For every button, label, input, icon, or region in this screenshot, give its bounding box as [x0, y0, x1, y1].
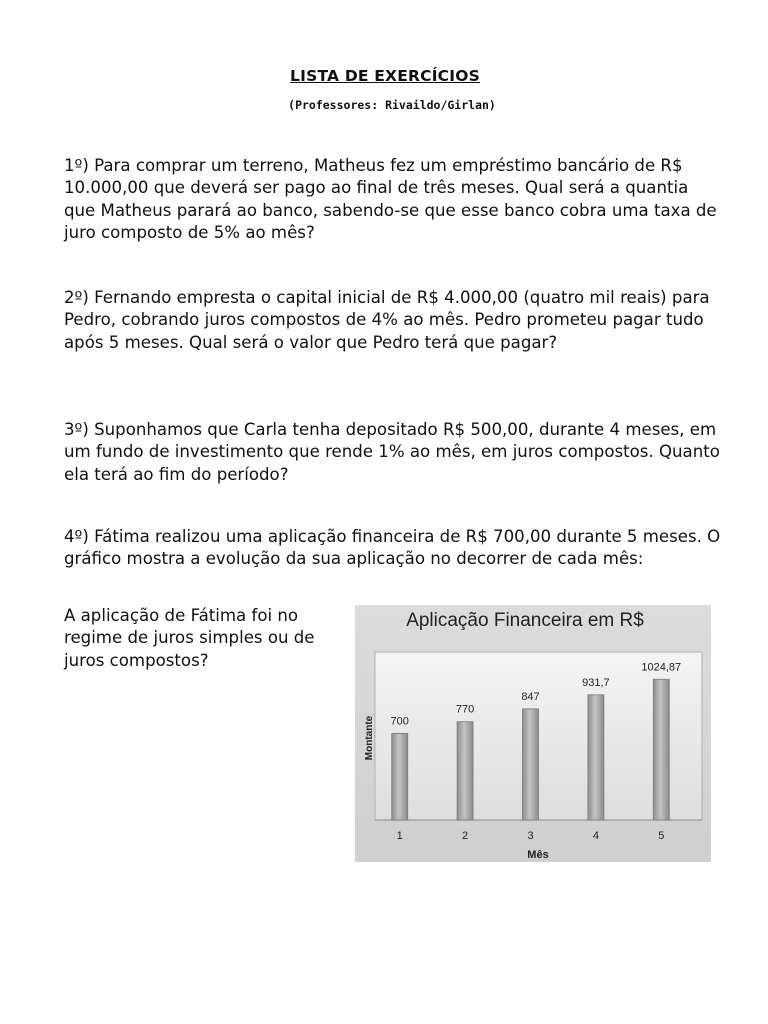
bar-data-label: 700: [390, 715, 409, 728]
x-tick-label: 3: [527, 830, 534, 842]
chart-svg: [355, 605, 711, 862]
x-tick-label: 1: [396, 830, 403, 842]
y-axis-label: Montante: [364, 715, 375, 761]
bar-data-label: 847: [521, 690, 540, 703]
bar-data-label: 931,7: [582, 676, 610, 689]
question-3: 3º) Suponhamos que Carla tenha depositado R$ 500,00, durante 4 meses, em um fundo de investimento que rende 1% ao mês, em juros compostos. Quanto ela terá ao fim do período?: [64, 420, 720, 484]
question-4: 4º) Fátima realizou uma aplicação financeira de R$ 700,00 durante 5 meses. O gráfico mostra a evolução da sua aplicação no decorrer de cada mês:: [64, 527, 721, 569]
bar-chart: [355, 605, 711, 862]
bar: [653, 679, 669, 820]
bar-data-label: 770: [455, 703, 475, 716]
page-title: LISTA DE EXERCÍCIOS: [290, 67, 480, 85]
x-tick-label: 4: [592, 830, 599, 842]
x-tick-label: 2: [462, 830, 469, 842]
x-tick-label: 5: [658, 830, 665, 842]
bar: [457, 722, 473, 820]
x-axis-label: Mês: [527, 849, 549, 861]
chart-title: Aplicação Financeira em R$: [406, 610, 644, 631]
question-1: 1º) Para comprar um terreno, Matheus fez um empréstimo bancário de R$ 10.000,00 que deverá ser pago ao final de três meses. Qual será a quantia que Matheus parará ao banco, sabendo-se que esse banco cobra uma taxa de juro composto de 5% ao mês?: [64, 156, 717, 242]
bar-data-label: 1024,87: [641, 661, 682, 674]
bar: [588, 695, 604, 820]
bar: [523, 709, 539, 820]
page-subtitle: (Professores: Rivaildo/Girlan): [288, 98, 496, 112]
question-2: 2º) Fernando empresta o capital inicial de R$ 4.000,00 (quatro mil reais) para Pedro, cobrando juros compostos de 4% ao mês. Pedro prometeu pagar tudo após 5 meses. Qual será o valor que Pedro terá que pagar?: [64, 288, 710, 352]
question-4-followup: A aplicação de Fátima foi no regime de juros simples ou de juros compostos?: [64, 606, 315, 670]
bar: [392, 733, 408, 820]
